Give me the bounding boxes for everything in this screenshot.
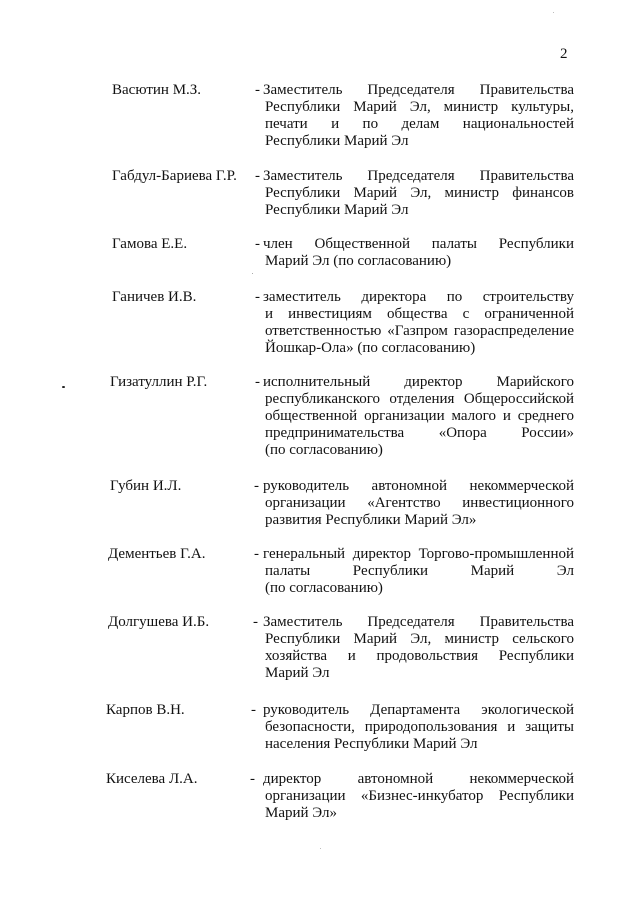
scan-speck [320, 848, 321, 849]
position-line: общественной организации малого и среднего [265, 408, 574, 424]
member-name: Габдул-Бариева Г.Р. [112, 168, 237, 184]
position-line: (по согласованию) [265, 580, 383, 596]
position-line: развития Республики Марий Эл» [265, 512, 477, 528]
scan-speck [553, 12, 554, 13]
position-line: хозяйства и продовольствия Республики [265, 648, 574, 664]
dash-separator: - [255, 236, 260, 252]
dash-separator: - [253, 614, 258, 630]
position-line: Йошкар-Ола» (по согласованию) [265, 340, 476, 356]
position-line: Республики Марий Эл, министр сельского [265, 631, 574, 647]
position-line: палаты Республики Марий Эл [265, 563, 574, 579]
position-line: организации «Бизнес-инкубатор Республики [265, 788, 574, 804]
position-line: Республики Марий Эл [265, 133, 409, 149]
position-line: Заместитель Председателя Правительства [263, 82, 574, 98]
position-line: печати и по делам национальностей [265, 116, 574, 132]
dash-separator: - [254, 478, 259, 494]
position-line: Марий Эл (по согласованию) [265, 253, 452, 269]
position-line: Республики Марий Эл, министр финансов [265, 185, 574, 201]
member-position [265, 546, 574, 597]
position-line: Марий Эл» [265, 805, 337, 821]
member-name: Киселева Л.А. [106, 771, 198, 787]
position-line: безопасности, природопользования и защиты [265, 719, 574, 735]
member-name: Дементьев Г.А. [108, 546, 206, 562]
position-line: директор автономной некоммерческой [263, 771, 574, 787]
dash-separator: - [251, 702, 256, 718]
position-line: населения Республики Марий Эл [265, 736, 478, 752]
member-position [265, 289, 574, 357]
member-position [265, 702, 574, 753]
member-name: Гизатуллин Р.Г. [110, 374, 208, 390]
position-line: Республики Марий Эл [265, 202, 409, 218]
position-line: Заместитель Председателя Правительства [263, 168, 574, 184]
member-name: Долгушева И.Б. [108, 614, 210, 630]
dash-separator: - [255, 374, 260, 390]
member-name: Ганичев И.В. [112, 289, 197, 305]
position-line: генеральный директор Торгово-промышленной [263, 546, 574, 562]
position-line: республиканского отделения Общероссийской [265, 391, 574, 407]
position-line: и инвестициям общества с ограниченной [265, 306, 574, 322]
position-line: предпринимательства «Опора России» [265, 425, 574, 441]
scan-speck [62, 386, 65, 388]
position-line: заместитель директора по строительству [263, 289, 574, 305]
member-position [265, 374, 574, 459]
position-line: Марий Эл [265, 665, 330, 681]
position-line: член Общественной палаты Республики [263, 236, 574, 252]
position-line: руководитель Департамента экологической [263, 702, 574, 718]
dash-separator: - [255, 168, 260, 184]
position-line: руководитель автономной некоммерческой [263, 478, 574, 494]
member-name: Васютин М.З. [112, 82, 202, 98]
member-name: Губин И.Л. [110, 478, 182, 494]
dash-separator: - [255, 289, 260, 305]
position-line: исполнительный директор Марийского [263, 374, 574, 390]
position-line: Заместитель Председателя Правительства [263, 614, 574, 630]
scan-speck [252, 273, 253, 274]
member-position [265, 771, 574, 822]
page-number: 2 [560, 46, 568, 62]
member-name: Карпов В.Н. [106, 702, 185, 718]
position-line: Республики Марий Эл, министр культуры, [265, 99, 574, 115]
dash-separator: - [250, 771, 255, 787]
dash-separator: - [255, 82, 260, 98]
member-position [265, 236, 574, 270]
member-position [265, 82, 574, 150]
member-position [265, 614, 574, 682]
member-position [265, 478, 574, 529]
position-line: (по согласованию) [265, 442, 383, 458]
member-name: Гамова Е.Е. [112, 236, 188, 252]
position-line: организации «Агентство инвестиционного [265, 495, 574, 511]
member-position [265, 168, 574, 219]
position-line: ответственностью «Газпром газораспределение [265, 323, 574, 339]
dash-separator: - [254, 546, 259, 562]
